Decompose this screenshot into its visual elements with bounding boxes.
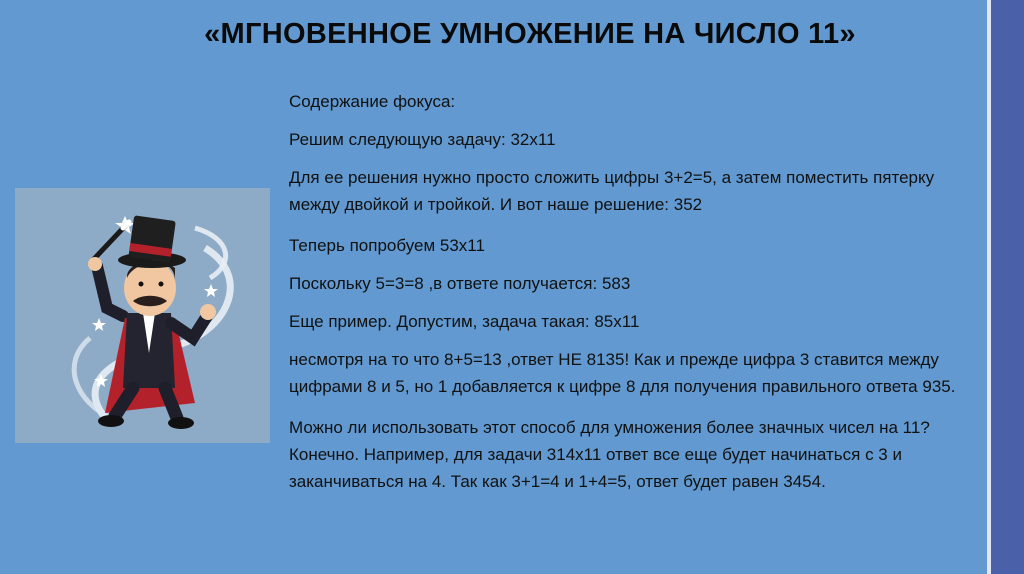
paragraph-solution-3: несмотря на то что 8+5=13 ,ответ НЕ 8135! Как и прежде цифра 3 ставится между цифрами 8 и 5, но 1 добавляется к цифре 8 для получения правильного ответа 935. — [289, 350, 956, 396]
magician-illustration — [15, 188, 270, 443]
paragraph-task-3: Еще пример. Допустим, задача такая: 85х11 — [289, 312, 640, 331]
paragraph-solution-1: Для ее решения нужно просто сложить цифры 3+2=5, а затем поместить пятерку между двойкой и тройкой. И вот наше решение: 352 — [289, 168, 935, 214]
paragraph-solution-2: Поскольку 5=3=8 ,в ответе получается: 583 — [289, 274, 631, 293]
magician-icon — [15, 188, 270, 443]
paragraph-intro: Содержание фокуса: — [289, 92, 456, 111]
slide-content — [289, 88, 979, 509]
side-bar — [991, 0, 1024, 574]
paragraph-task-1: Решим следующую задачу: 32x11 — [289, 130, 556, 149]
slide-title: «МГНОВЕННОЕ УМНОЖЕНИЕ НА ЧИСЛО 11» — [204, 18, 856, 50]
paragraph-generalization: Можно ли использовать этот способ для умножения более значных чисел на 11? Конечно. Например, для задачи 314x11 ответ все еще будет начинаться с 3 и заканчиваться на 4. Так как 3+1=4 и 1+4=5, ответ будет равен 3454. — [289, 418, 930, 491]
paragraph-task-2: Теперь попробуем 53х11 — [289, 236, 485, 255]
